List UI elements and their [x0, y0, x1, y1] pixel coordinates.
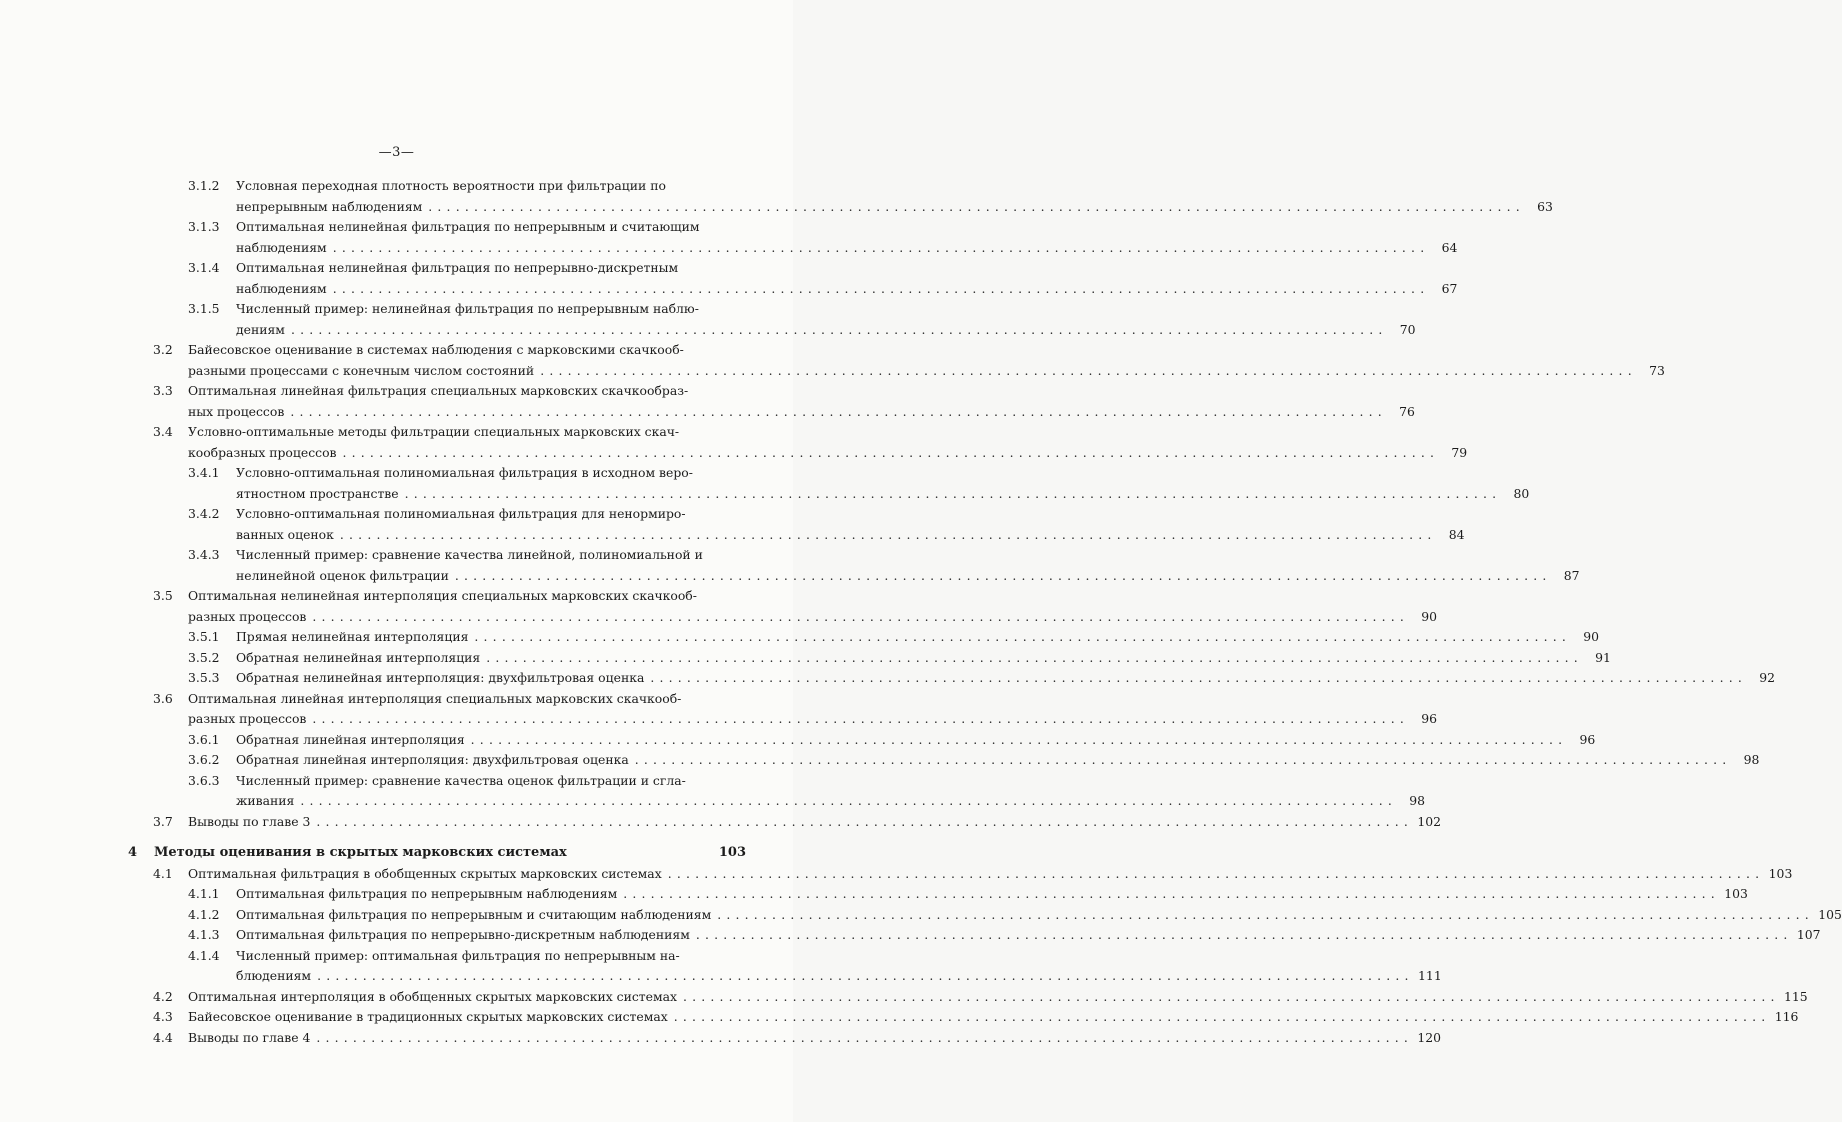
entry-page-number: 90	[1583, 629, 1600, 644]
entry-number: 3.3	[153, 383, 173, 398]
entry-body	[236, 750, 1760, 771]
entry-number: 4.1.1	[188, 886, 220, 901]
entry-title-last-line	[236, 925, 1821, 946]
entry-page-number: 96	[1579, 731, 1596, 747]
toc-chapter-heading[interactable]	[128, 843, 746, 864]
entry-page-number: 90	[1421, 608, 1438, 624]
entry-title-text: ных процессов	[188, 403, 285, 419]
dot-leader: ........................................................................................................................	[667, 865, 1765, 881]
entry-body	[236, 905, 1842, 926]
entry-title-text: Оптимальная фильтрация в обобщенных скрытых марковских системах	[188, 865, 662, 881]
entry-title-last-line	[236, 791, 1425, 812]
entry-title-last-line	[188, 987, 1808, 1008]
entry-body	[236, 668, 1775, 689]
entry-title-line: Численный пример: нелинейная фильтрация по непрерывным наблю-	[236, 301, 699, 316]
entry-title-text: Оптимальная фильтрация по непрерывным наблюдениям	[236, 886, 618, 901]
entry-title-last-line	[236, 279, 1458, 300]
toc-entry[interactable]	[128, 381, 1415, 422]
entry-body	[236, 771, 1425, 812]
entry-body	[188, 422, 1468, 463]
entry-page-number: 64	[1441, 239, 1458, 255]
entry-page-number: 76	[1399, 403, 1415, 419]
entry-title-text: разными процессами с конечным числом состояний	[188, 362, 535, 378]
toc-entry[interactable]	[128, 864, 1793, 885]
entry-title-line: Оптимальная нелинейная фильтрация по непрерывно-дискретным	[236, 260, 679, 275]
entry-title-last-line	[188, 607, 1438, 628]
toc-entry[interactable]	[128, 340, 1665, 381]
dot-leader: ........................................................................................................................	[695, 927, 1793, 942]
entry-title-line: Оптимальная нелинейная интерполяция специальных марковских скачкооб-	[188, 588, 697, 603]
toc-entry[interactable]	[128, 627, 1600, 648]
entry-number: 3.1.3	[188, 219, 220, 234]
entry-body	[188, 586, 1438, 627]
entry-page-number: 92	[1759, 670, 1775, 685]
entry-page-number: 107	[1796, 927, 1821, 942]
entry-title-text: блюдениям	[236, 968, 312, 983]
entry-page-number: 96	[1421, 711, 1438, 726]
entry-page-number: 98	[1409, 793, 1425, 808]
entry-page-number: 111	[1418, 968, 1442, 983]
dot-leader: ........................................................................................................................	[474, 629, 1572, 644]
entry-page-number: 84	[1448, 526, 1465, 542]
toc-entry[interactable]	[128, 668, 1775, 689]
entry-page-number: 115	[1783, 988, 1808, 1004]
dot-leader: ........................................................................................................................	[634, 752, 1732, 767]
toc-entry[interactable]	[128, 689, 1438, 730]
entry-page-number: 103	[1724, 886, 1748, 901]
toc-entry[interactable]	[128, 730, 1596, 751]
entry-title-text: Выводы по главе 4	[188, 1029, 311, 1045]
entry-title-last-line	[236, 648, 1611, 669]
entry-page-number: 63	[1537, 198, 1553, 214]
entry-title-text: Обратная линейная интерполяция	[236, 731, 465, 747]
entry-number: 3.6.3	[188, 772, 220, 788]
entry-title-text: Обратная линейная интерполяция: двухфильтровая оценка	[236, 752, 629, 767]
table-of-contents	[128, 176, 1842, 1048]
entry-title-last-line	[236, 566, 1580, 587]
entry-title-line: Условная переходная плотность вероятности при фильтрации по	[236, 178, 666, 193]
entry-number: 3.4.2	[188, 506, 220, 521]
dot-leader: ........................................................................................................................	[332, 280, 1430, 296]
entry-page-number: 80	[1513, 485, 1530, 501]
entry-title-last-line	[236, 905, 1842, 926]
entry-page-number: 67	[1441, 280, 1458, 296]
dot-leader: ........................................................................................................................	[404, 485, 1502, 501]
entry-page-number: 105	[1818, 906, 1842, 922]
entry-number: 3.4.1	[188, 465, 220, 480]
toc-entry[interactable]	[128, 648, 1611, 669]
entry-title-last-line	[188, 361, 1665, 382]
dot-leader: ........................................................................................................................	[623, 886, 1720, 901]
entry-body	[188, 864, 1793, 885]
dot-leader: ........................................................................................................................	[470, 731, 1568, 747]
entry-number: 3.4	[153, 424, 173, 439]
toc-entry[interactable]	[128, 812, 1442, 833]
entry-body	[236, 176, 1553, 217]
chapter-title: Методы оценивания в скрытых марковских системах	[154, 845, 567, 860]
entry-title-last-line	[236, 320, 1416, 341]
dot-leader: ........................................................................................................................	[682, 988, 1780, 1004]
entry-title-last-line	[188, 443, 1468, 464]
entry-title-text: непрерывным наблюдениям	[236, 198, 423, 214]
entry-page-number: 91	[1595, 649, 1611, 665]
toc-entry[interactable]	[128, 750, 1760, 771]
entry-title-text: ванных оценок	[236, 526, 334, 542]
entry-body	[188, 987, 1808, 1008]
toc-entry[interactable]	[128, 586, 1438, 627]
entry-number: 4.1.4	[188, 947, 220, 963]
toc-entry[interactable]	[128, 258, 1458, 299]
entry-body	[236, 730, 1596, 751]
entry-number: 3.5.1	[188, 629, 220, 644]
dot-leader: ........................................................................................................................	[339, 526, 1437, 542]
entry-page-number: 120	[1417, 1029, 1442, 1045]
entry-number: 4.1	[153, 865, 173, 881]
entry-body	[236, 545, 1580, 586]
entry-title-last-line	[236, 884, 1748, 905]
entry-title-text: дениям	[236, 321, 285, 337]
entry-number: 3.7	[153, 813, 173, 829]
entry-title-last-line	[188, 864, 1793, 885]
toc-entry[interactable]	[128, 1007, 1799, 1028]
entry-page-number: 87	[1563, 567, 1580, 583]
dot-leader: ........................................................................................................................	[428, 198, 1525, 214]
entry-title-text: кообразных процессов	[188, 444, 337, 460]
entry-title-line: Условно-оптимальные методы фильтрации специальных марковских скач-	[188, 424, 680, 439]
toc-entry[interactable]	[128, 545, 1580, 586]
dot-leader: ........................................................................................................................	[650, 670, 1747, 685]
toc-entry[interactable]	[128, 905, 1842, 926]
toc-entry[interactable]	[128, 422, 1468, 463]
entry-body	[236, 925, 1821, 946]
entry-page-number: 98	[1743, 752, 1760, 767]
entry-title-last-line	[236, 525, 1465, 546]
dot-leader: ........................................................................................................................	[486, 649, 1583, 665]
entry-page-number: 73	[1649, 362, 1665, 378]
entry-body	[236, 217, 1458, 258]
entry-title-text: Оптимальная фильтрация по непрерывно-дискретным наблюдениям	[236, 927, 690, 942]
entry-title-last-line	[188, 402, 1415, 423]
dot-leader: ........................................................................................................................	[300, 793, 1397, 808]
entry-body	[236, 946, 1442, 987]
entry-title-text: наблюдениям	[236, 280, 327, 296]
entry-number: 4.1.3	[188, 927, 220, 942]
entry-title-last-line	[236, 668, 1775, 689]
entry-body	[236, 884, 1748, 905]
entry-title-line: Оптимальная линейная фильтрация специальных марковских скачкообраз-	[188, 383, 689, 398]
toc-entry[interactable]	[128, 884, 1748, 905]
entry-title-last-line	[236, 627, 1600, 648]
entry-number: 4.2	[153, 988, 173, 1004]
entry-body	[188, 1028, 1442, 1049]
toc-entry[interactable]	[128, 299, 1416, 340]
entry-title-last-line	[236, 238, 1458, 259]
entry-title-text: разных процессов	[188, 608, 307, 624]
dot-leader: ........................................................................................................................	[316, 813, 1414, 829]
entry-title-text: наблюдениям	[236, 239, 327, 255]
toc-entry[interactable]	[128, 771, 1425, 812]
entry-body	[188, 812, 1442, 833]
dot-leader: ........................................................................................................................	[316, 1029, 1414, 1045]
dot-leader: ........................................................................................................................	[312, 608, 1410, 624]
toc-entry[interactable]	[128, 987, 1808, 1008]
entry-title-last-line	[236, 750, 1760, 771]
entry-number: 3.1.2	[188, 178, 220, 193]
entry-title-text: ятностном пространстве	[236, 485, 399, 501]
entry-body	[188, 689, 1438, 730]
entry-title-line: Численный пример: оптимальная фильтрация по непрерывным на-	[236, 947, 680, 963]
entry-page-number: 116	[1774, 1009, 1799, 1024]
entry-number: 3.6.2	[188, 752, 220, 767]
entry-body	[236, 463, 1530, 504]
dot-leader: ........................................................................................................................	[312, 711, 1410, 726]
page-number: —3—	[378, 145, 415, 160]
toc-entry[interactable]	[128, 925, 1821, 946]
entry-number: 3.6.1	[188, 731, 220, 747]
entry-title-text: нелинейной оценок фильтрации	[236, 567, 449, 583]
entry-title-line: Численный пример: сравнение качества линейной, полиномиальной и	[236, 547, 703, 562]
dot-leader: ........................................................................................................................	[290, 403, 1387, 419]
entry-title-line: Оптимальная линейная интерполяция специальных марковских скачкооб-	[188, 690, 682, 706]
toc-entry[interactable]	[128, 217, 1458, 258]
entry-number: 3.4.3	[188, 547, 220, 562]
entry-body	[236, 258, 1458, 299]
toc-entry[interactable]	[128, 504, 1465, 545]
entry-title-last-line	[188, 812, 1442, 833]
entry-body	[236, 648, 1611, 669]
dot-leader: ........................................................................................................................	[290, 321, 1388, 337]
chapter-number: 4	[128, 845, 138, 860]
entry-title-line: Численный пример: сравнение качества оценок фильтрации и сгла-	[236, 772, 686, 788]
entry-number: 4.1.2	[188, 906, 220, 922]
toc-entry[interactable]	[128, 1028, 1442, 1049]
entry-title-last-line	[236, 966, 1442, 987]
entry-title-last-line	[188, 1028, 1442, 1049]
entry-number: 4.4	[153, 1029, 173, 1045]
entry-number: 4.3	[153, 1009, 173, 1024]
entry-title-text: Выводы по главе 3	[188, 813, 311, 829]
entry-title-text: живания	[236, 793, 295, 808]
entry-number: 3.1.5	[188, 301, 220, 316]
toc-entry[interactable]	[128, 176, 1553, 217]
entry-title-last-line	[236, 197, 1553, 218]
entry-body	[236, 504, 1465, 545]
entry-title-text: Обратная нелинейная интерполяция	[236, 649, 481, 665]
entry-title-last-line	[188, 709, 1438, 730]
entry-body	[188, 381, 1415, 422]
entry-title-last-line	[188, 1007, 1799, 1028]
toc-entry[interactable]	[128, 463, 1530, 504]
entry-body	[236, 299, 1416, 340]
dot-leader: ........................................................................................................................	[454, 567, 1552, 583]
chapter-page: 103	[718, 845, 746, 860]
entry-title-line: Условно-оптимальная полиномиальная фильтрация для ненормиро-	[236, 506, 686, 521]
toc-section-3-continued	[128, 176, 1775, 832]
entry-number: 3.5.3	[188, 670, 220, 685]
entry-title-text: Оптимальная фильтрация по непрерывным и считающим наблюдениям	[236, 906, 712, 922]
entry-body	[188, 340, 1665, 381]
entry-title-line: Байесовское оценивание в системах наблюдения с марковскими скачкооб-	[188, 342, 684, 357]
entry-number: 3.5.2	[188, 649, 220, 665]
toc-entry[interactable]	[128, 946, 1442, 987]
dot-leader: ........................................................................................................................	[317, 968, 1414, 983]
entry-body	[188, 1007, 1799, 1028]
entry-title-line: Условно-оптимальная полиномиальная фильтрация в исходном веро-	[236, 465, 693, 480]
dot-leader: ........................................................................................................................	[332, 239, 1430, 255]
entry-title-last-line	[236, 730, 1596, 751]
dot-leader: ........................................................................................................................	[717, 906, 1814, 922]
entry-body	[236, 627, 1600, 648]
entry-title-last-line	[236, 484, 1530, 505]
entry-page-number: 70	[1399, 321, 1416, 337]
entry-page-number: 102	[1417, 813, 1442, 829]
entry-page-number: 103	[1768, 865, 1793, 881]
entry-number: 3.2	[153, 342, 173, 357]
entry-title-text: Оптимальная интерполяция в обобщенных скрытых марковских системах	[188, 988, 677, 1004]
entry-page-number: 79	[1451, 444, 1468, 460]
dot-leader: ........................................................................................................................	[342, 444, 1440, 460]
toc-section-4	[128, 864, 1842, 1049]
entry-number: 3.6	[153, 690, 173, 706]
entry-title-text: Байесовское оценивание в традиционных скрытых марковских системах	[188, 1009, 668, 1024]
dot-leader: ........................................................................................................................	[540, 362, 1637, 378]
entry-title-text: Обратная нелинейная интерполяция: двухфильтровая оценка	[236, 670, 645, 685]
entry-title-line: Оптимальная нелинейная фильтрация по непрерывным и считающим	[236, 219, 700, 234]
entry-number: 3.5	[153, 588, 173, 603]
entry-number: 3.1.4	[188, 260, 220, 275]
entry-title-text: разных процессов	[188, 711, 307, 726]
entry-title-text: Прямая нелинейная интерполяция	[236, 629, 469, 644]
dot-leader: ........................................................................................................................	[673, 1009, 1771, 1024]
